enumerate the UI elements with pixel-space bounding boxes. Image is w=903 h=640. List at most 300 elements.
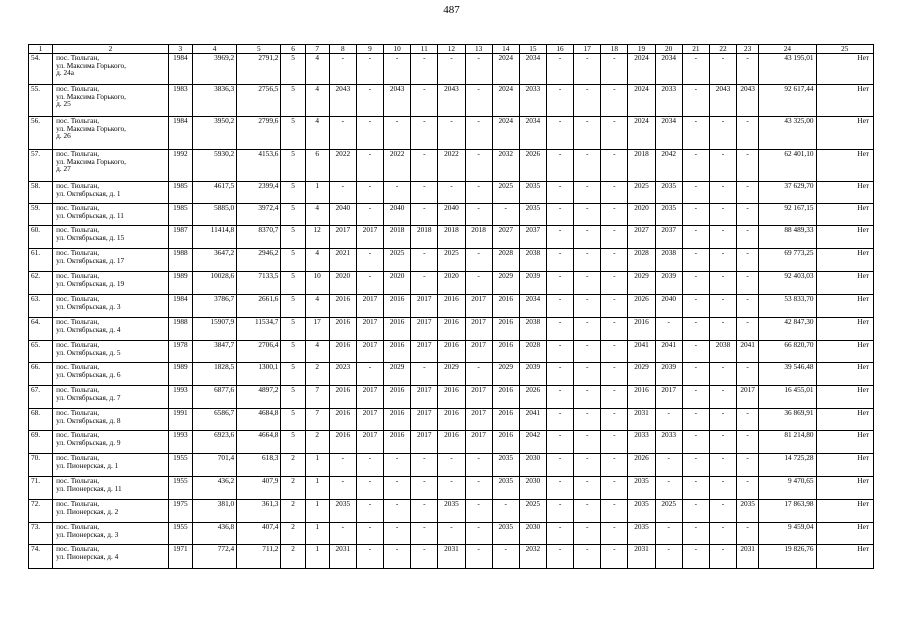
row-number: 73. xyxy=(29,523,53,545)
table-cell: 2028 xyxy=(492,249,519,272)
table-cell: 2034 xyxy=(519,117,546,150)
cost-cell: 42 847,30 xyxy=(759,318,816,341)
table-row xyxy=(29,523,874,545)
address-cell: пос. Тюльган, ул. Пионерская, д. 1 xyxy=(53,454,169,477)
table-cell: - xyxy=(546,523,573,545)
table-cell: 2041 xyxy=(628,341,655,363)
table-cell: 2018 xyxy=(384,226,411,249)
column-header: 19 xyxy=(628,45,655,54)
area-cell: 15907,9 xyxy=(192,318,236,341)
table-body xyxy=(29,54,874,569)
table-cell: - xyxy=(546,318,573,341)
column-header: 24 xyxy=(759,45,816,54)
table-cell: 2016 xyxy=(384,386,411,409)
table-cell: - xyxy=(411,182,438,204)
table-cell: 2030 xyxy=(519,477,546,500)
table-cell: 2020 xyxy=(628,204,655,226)
table-cell: 2037 xyxy=(519,226,546,249)
table-cell: - xyxy=(356,204,383,226)
table-cell: - xyxy=(709,295,736,318)
cost-cell: 88 489,33 xyxy=(759,226,816,249)
table-cell: 2017 xyxy=(411,341,438,363)
table-cell: 1955 xyxy=(168,523,192,545)
table-cell: 2017 xyxy=(329,226,356,249)
table-cell: - xyxy=(574,431,601,454)
table-row xyxy=(29,363,874,386)
table-cell: - xyxy=(601,523,628,545)
table-cell: 2040 xyxy=(438,204,465,226)
table-cell: - xyxy=(411,500,438,523)
table-cell: 2033 xyxy=(655,431,682,454)
area-cell: 701,4 xyxy=(192,454,236,477)
table-cell: - xyxy=(384,54,411,85)
table-cell: - xyxy=(438,523,465,545)
table-row xyxy=(29,386,874,409)
table-cell: - xyxy=(709,545,736,569)
table-cell: - xyxy=(492,500,519,523)
status-cell: Нет xyxy=(816,545,873,569)
status-cell: Нет xyxy=(816,85,873,117)
table-cell: - xyxy=(737,226,759,249)
table-cell: - xyxy=(737,117,759,150)
table-cell: 2017 xyxy=(356,226,383,249)
table-cell: 2016 xyxy=(492,431,519,454)
area-cell: 11534,7 xyxy=(237,318,281,341)
area-cell: 407,9 xyxy=(237,477,281,500)
table-cell: - xyxy=(492,545,519,569)
area-cell: 8370,7 xyxy=(237,226,281,249)
table-cell: 2035 xyxy=(492,454,519,477)
table-cell: - xyxy=(356,477,383,500)
table-cell: - xyxy=(546,341,573,363)
table-cell: 2031 xyxy=(628,545,655,569)
table-cell: - xyxy=(574,523,601,545)
table-cell: 2016 xyxy=(628,318,655,341)
area-cell: 4617,5 xyxy=(192,182,236,204)
table-cell: - xyxy=(465,363,492,386)
table-cell: - xyxy=(546,272,573,295)
header-row xyxy=(29,45,874,54)
table-cell: 2039 xyxy=(519,272,546,295)
table-cell: 17 xyxy=(305,318,329,341)
column-header: 10 xyxy=(384,45,411,54)
table-cell: - xyxy=(356,272,383,295)
housing-table xyxy=(28,44,874,569)
table-cell: - xyxy=(709,477,736,500)
area-cell: 361,3 xyxy=(237,500,281,523)
table-cell: - xyxy=(737,477,759,500)
table-cell: - xyxy=(546,363,573,386)
table-cell: - xyxy=(411,117,438,150)
table-cell: - xyxy=(574,409,601,431)
table-cell: 1 xyxy=(305,477,329,500)
area-cell: 436,2 xyxy=(192,477,236,500)
table-cell: - xyxy=(438,454,465,477)
table-cell: 2032 xyxy=(492,150,519,182)
table-cell: 2033 xyxy=(655,85,682,117)
area-cell: 407,4 xyxy=(237,523,281,545)
table-cell: - xyxy=(682,477,709,500)
table-cell: 1984 xyxy=(168,295,192,318)
status-cell: Нет xyxy=(816,341,873,363)
table-cell: - xyxy=(601,204,628,226)
table-cell: - xyxy=(709,431,736,454)
table-cell: 2016 xyxy=(438,318,465,341)
cost-cell: 43 195,01 xyxy=(759,54,816,85)
table-row xyxy=(29,341,874,363)
table-cell: 4 xyxy=(305,249,329,272)
table-cell: - xyxy=(411,477,438,500)
table-cell: 2031 xyxy=(628,409,655,431)
table-cell: 2024 xyxy=(628,85,655,117)
table-cell: - xyxy=(411,272,438,295)
area-cell: 381,0 xyxy=(192,500,236,523)
table-cell: 2022 xyxy=(384,150,411,182)
table-cell: - xyxy=(709,204,736,226)
address-cell: пос. Тюльган, ул. Пионерская, д. 2 xyxy=(53,500,169,523)
table-cell: - xyxy=(574,477,601,500)
table-cell: - xyxy=(574,85,601,117)
table-cell: - xyxy=(465,454,492,477)
table-cell: 2018 xyxy=(628,150,655,182)
table-cell: 1989 xyxy=(168,272,192,295)
table-row xyxy=(29,150,874,182)
table-cell: - xyxy=(356,182,383,204)
table-cell: 2035 xyxy=(655,182,682,204)
table-cell: - xyxy=(384,117,411,150)
table-cell: 2029 xyxy=(492,272,519,295)
table-cell: 2038 xyxy=(519,249,546,272)
table-row xyxy=(29,431,874,454)
table-cell: 6 xyxy=(305,150,329,182)
table-cell: 2016 xyxy=(438,431,465,454)
address-cell: пос. Тюльган, ул. Октябрьская, д. 8 xyxy=(53,409,169,431)
table-row xyxy=(29,249,874,272)
table-cell: - xyxy=(465,182,492,204)
table-cell: 7 xyxy=(305,409,329,431)
table-cell: 2039 xyxy=(519,363,546,386)
column-header: 5 xyxy=(237,45,281,54)
table-cell: 2016 xyxy=(492,341,519,363)
cost-cell: 92 617,44 xyxy=(759,85,816,117)
table-cell: 2035 xyxy=(737,500,759,523)
table-cell: - xyxy=(411,150,438,182)
table-cell: 2035 xyxy=(655,204,682,226)
table-cell: - xyxy=(574,454,601,477)
table-cell: - xyxy=(384,477,411,500)
row-number: 54. xyxy=(29,54,53,85)
table-cell: - xyxy=(709,249,736,272)
column-header: 2 xyxy=(53,45,169,54)
table-cell: 2017 xyxy=(465,295,492,318)
table-cell: 2035 xyxy=(519,182,546,204)
table-cell: 2018 xyxy=(438,226,465,249)
table-cell: - xyxy=(438,477,465,500)
table-cell: 2026 xyxy=(519,150,546,182)
area-cell: 436,8 xyxy=(192,523,236,545)
table-cell: - xyxy=(411,545,438,569)
table-cell: 2020 xyxy=(438,272,465,295)
table-cell: - xyxy=(655,409,682,431)
table-cell: 2024 xyxy=(628,117,655,150)
table-cell: - xyxy=(546,386,573,409)
area-cell: 1300,1 xyxy=(237,363,281,386)
table-cell: 2038 xyxy=(655,249,682,272)
area-cell: 618,3 xyxy=(237,454,281,477)
table-cell: - xyxy=(682,249,709,272)
area-cell: 7133,5 xyxy=(237,272,281,295)
table-cell: 2017 xyxy=(411,409,438,431)
status-cell: Нет xyxy=(816,204,873,226)
table-cell: - xyxy=(329,523,356,545)
table-cell: 2029 xyxy=(628,272,655,295)
table-cell: 1987 xyxy=(168,226,192,249)
table-cell: - xyxy=(682,182,709,204)
table-cell: - xyxy=(682,54,709,85)
table-cell: 2026 xyxy=(519,386,546,409)
table-cell: - xyxy=(411,54,438,85)
status-cell: Нет xyxy=(816,500,873,523)
area-cell: 6877,6 xyxy=(192,386,236,409)
table-cell: 2017 xyxy=(356,295,383,318)
table-cell: - xyxy=(465,204,492,226)
table-cell: 2028 xyxy=(519,341,546,363)
table-cell: 2016 xyxy=(329,386,356,409)
table-cell: 2 xyxy=(281,454,305,477)
table-row xyxy=(29,182,874,204)
table-cell: 5 xyxy=(281,272,305,295)
table-cell: - xyxy=(682,318,709,341)
table-cell: - xyxy=(682,341,709,363)
table-cell: 5 xyxy=(281,54,305,85)
column-header: 15 xyxy=(519,45,546,54)
table-cell: 2035 xyxy=(628,523,655,545)
table-cell: - xyxy=(574,249,601,272)
column-header: 8 xyxy=(329,45,356,54)
table-cell: 2039 xyxy=(655,272,682,295)
table-cell: - xyxy=(601,150,628,182)
address-cell: пос. Тюльган, ул. Пионерская, д. 11 xyxy=(53,477,169,500)
column-header: 22 xyxy=(709,45,736,54)
cost-cell: 9 470,65 xyxy=(759,477,816,500)
area-cell: 4664,8 xyxy=(237,431,281,454)
table-cell: 2020 xyxy=(384,272,411,295)
area-cell: 3972,4 xyxy=(237,204,281,226)
table-cell: 2016 xyxy=(329,295,356,318)
table-cell: 2017 xyxy=(411,431,438,454)
area-cell: 4897,2 xyxy=(237,386,281,409)
table-row xyxy=(29,295,874,318)
table-cell: 2022 xyxy=(329,150,356,182)
table-cell: - xyxy=(601,54,628,85)
row-number: 62. xyxy=(29,272,53,295)
table-cell: 5 xyxy=(281,204,305,226)
table-cell: - xyxy=(737,249,759,272)
table-row xyxy=(29,226,874,249)
table-cell: - xyxy=(356,249,383,272)
status-cell: Нет xyxy=(816,117,873,150)
area-cell: 3647,2 xyxy=(192,249,236,272)
table-cell: 2017 xyxy=(356,431,383,454)
table-cell: 1971 xyxy=(168,545,192,569)
area-cell: 6586,7 xyxy=(192,409,236,431)
address-cell: пос. Тюльган, ул. Октябрьская, д. 4 xyxy=(53,318,169,341)
table-cell: 2017 xyxy=(411,295,438,318)
table-cell: 2031 xyxy=(438,545,465,569)
cost-cell: 14 725,28 xyxy=(759,454,816,477)
table-cell: - xyxy=(737,431,759,454)
table-row xyxy=(29,477,874,500)
table-cell: 2016 xyxy=(438,386,465,409)
table-cell: 7 xyxy=(305,386,329,409)
address-cell: пос. Тюльган, ул. Октябрьская, д. 5 xyxy=(53,341,169,363)
status-cell: Нет xyxy=(816,523,873,545)
table-cell: 5 xyxy=(281,182,305,204)
row-number: 66. xyxy=(29,363,53,386)
table-cell: 2041 xyxy=(519,409,546,431)
table-cell: - xyxy=(709,523,736,545)
table-cell: 1985 xyxy=(168,182,192,204)
cost-cell: 62 401,10 xyxy=(759,150,816,182)
table-cell: - xyxy=(574,341,601,363)
table-cell: 2016 xyxy=(329,318,356,341)
table-cell: 2 xyxy=(281,523,305,545)
table-row xyxy=(29,117,874,150)
table-cell: - xyxy=(492,204,519,226)
row-number: 61. xyxy=(29,249,53,272)
address-cell: пос. Тюльган, ул. Октябрьская, д. 11 xyxy=(53,204,169,226)
table-cell: 1984 xyxy=(168,54,192,85)
table-cell: 2043 xyxy=(737,85,759,117)
table-cell: 2017 xyxy=(465,386,492,409)
column-header: 4 xyxy=(192,45,236,54)
table-cell: 2016 xyxy=(628,386,655,409)
table-cell: - xyxy=(574,204,601,226)
table-cell: - xyxy=(356,545,383,569)
cost-cell: 69 773,25 xyxy=(759,249,816,272)
table-cell: 4 xyxy=(305,295,329,318)
table-cell: - xyxy=(682,500,709,523)
area-cell: 2399,4 xyxy=(237,182,281,204)
table-cell: 5 xyxy=(281,318,305,341)
table-cell: - xyxy=(411,363,438,386)
table-cell: - xyxy=(682,295,709,318)
table-cell: 2037 xyxy=(655,226,682,249)
table-cell: - xyxy=(737,204,759,226)
table-cell: 2035 xyxy=(492,523,519,545)
address-cell: пос. Тюльган, ул. Октябрьская, д. 3 xyxy=(53,295,169,318)
table-cell: 2043 xyxy=(384,85,411,117)
table-cell: - xyxy=(574,545,601,569)
table-cell: - xyxy=(411,523,438,545)
table-cell: 2024 xyxy=(492,85,519,117)
table-cell: - xyxy=(356,150,383,182)
table-cell: 2040 xyxy=(329,204,356,226)
table-cell: - xyxy=(655,477,682,500)
table-cell: - xyxy=(384,182,411,204)
table-cell: 2041 xyxy=(737,341,759,363)
table-cell: 1 xyxy=(305,454,329,477)
area-cell: 4684,8 xyxy=(237,409,281,431)
table-cell: 2017 xyxy=(356,318,383,341)
table-cell: - xyxy=(384,500,411,523)
table-cell: 2016 xyxy=(438,295,465,318)
row-number: 64. xyxy=(29,318,53,341)
table-cell: - xyxy=(737,318,759,341)
status-cell: Нет xyxy=(816,318,873,341)
row-number: 69. xyxy=(29,431,53,454)
table-cell: - xyxy=(329,117,356,150)
column-header: 23 xyxy=(737,45,759,54)
table-cell: - xyxy=(601,545,628,569)
table-cell: 2038 xyxy=(709,341,736,363)
table-cell: - xyxy=(465,477,492,500)
column-header: 17 xyxy=(574,45,601,54)
address-cell: пос. Тюльган, ул. Октябрьская, д. 6 xyxy=(53,363,169,386)
cost-cell: 36 869,91 xyxy=(759,409,816,431)
table-cell: - xyxy=(329,182,356,204)
table-cell: - xyxy=(601,117,628,150)
table-cell: 2017 xyxy=(465,409,492,431)
status-cell: Нет xyxy=(816,454,873,477)
table-cell: 2029 xyxy=(628,363,655,386)
table-row xyxy=(29,454,874,477)
table-cell: 1993 xyxy=(168,386,192,409)
table-cell: - xyxy=(709,150,736,182)
table-cell: - xyxy=(574,295,601,318)
table-cell: - xyxy=(465,545,492,569)
row-number: 70. xyxy=(29,454,53,477)
table-cell: - xyxy=(574,272,601,295)
status-cell: Нет xyxy=(816,409,873,431)
table-cell: 2018 xyxy=(465,226,492,249)
table-cell: - xyxy=(682,363,709,386)
table-cell: 1 xyxy=(305,182,329,204)
column-header: 1 xyxy=(29,45,53,54)
area-cell: 3847,7 xyxy=(192,341,236,363)
table-cell: - xyxy=(384,454,411,477)
column-header: 11 xyxy=(411,45,438,54)
table-cell: 1955 xyxy=(168,477,192,500)
table-cell: - xyxy=(682,226,709,249)
table-cell: - xyxy=(682,454,709,477)
table-cell: - xyxy=(465,85,492,117)
column-header: 12 xyxy=(438,45,465,54)
table-cell: 2029 xyxy=(384,363,411,386)
table-cell: 2024 xyxy=(492,54,519,85)
table-cell: - xyxy=(655,318,682,341)
table-cell: 2035 xyxy=(438,500,465,523)
table-cell: - xyxy=(465,54,492,85)
table-cell: - xyxy=(546,409,573,431)
column-header: 3 xyxy=(168,45,192,54)
table-cell: 2 xyxy=(281,545,305,569)
table-cell: 2016 xyxy=(438,409,465,431)
table-cell: - xyxy=(709,117,736,150)
table-cell: - xyxy=(546,477,573,500)
table-cell: 5 xyxy=(281,409,305,431)
table-cell: 2041 xyxy=(655,341,682,363)
row-number: 72. xyxy=(29,500,53,523)
table-cell: - xyxy=(546,85,573,117)
address-cell: пос. Тюльган, ул. Октябрьская, д. 9 xyxy=(53,431,169,454)
cost-cell: 81 214,80 xyxy=(759,431,816,454)
table-cell: 2017 xyxy=(465,318,492,341)
table-cell: 2016 xyxy=(384,318,411,341)
table-cell: 2033 xyxy=(628,431,655,454)
table-cell: 1978 xyxy=(168,341,192,363)
column-header: 14 xyxy=(492,45,519,54)
